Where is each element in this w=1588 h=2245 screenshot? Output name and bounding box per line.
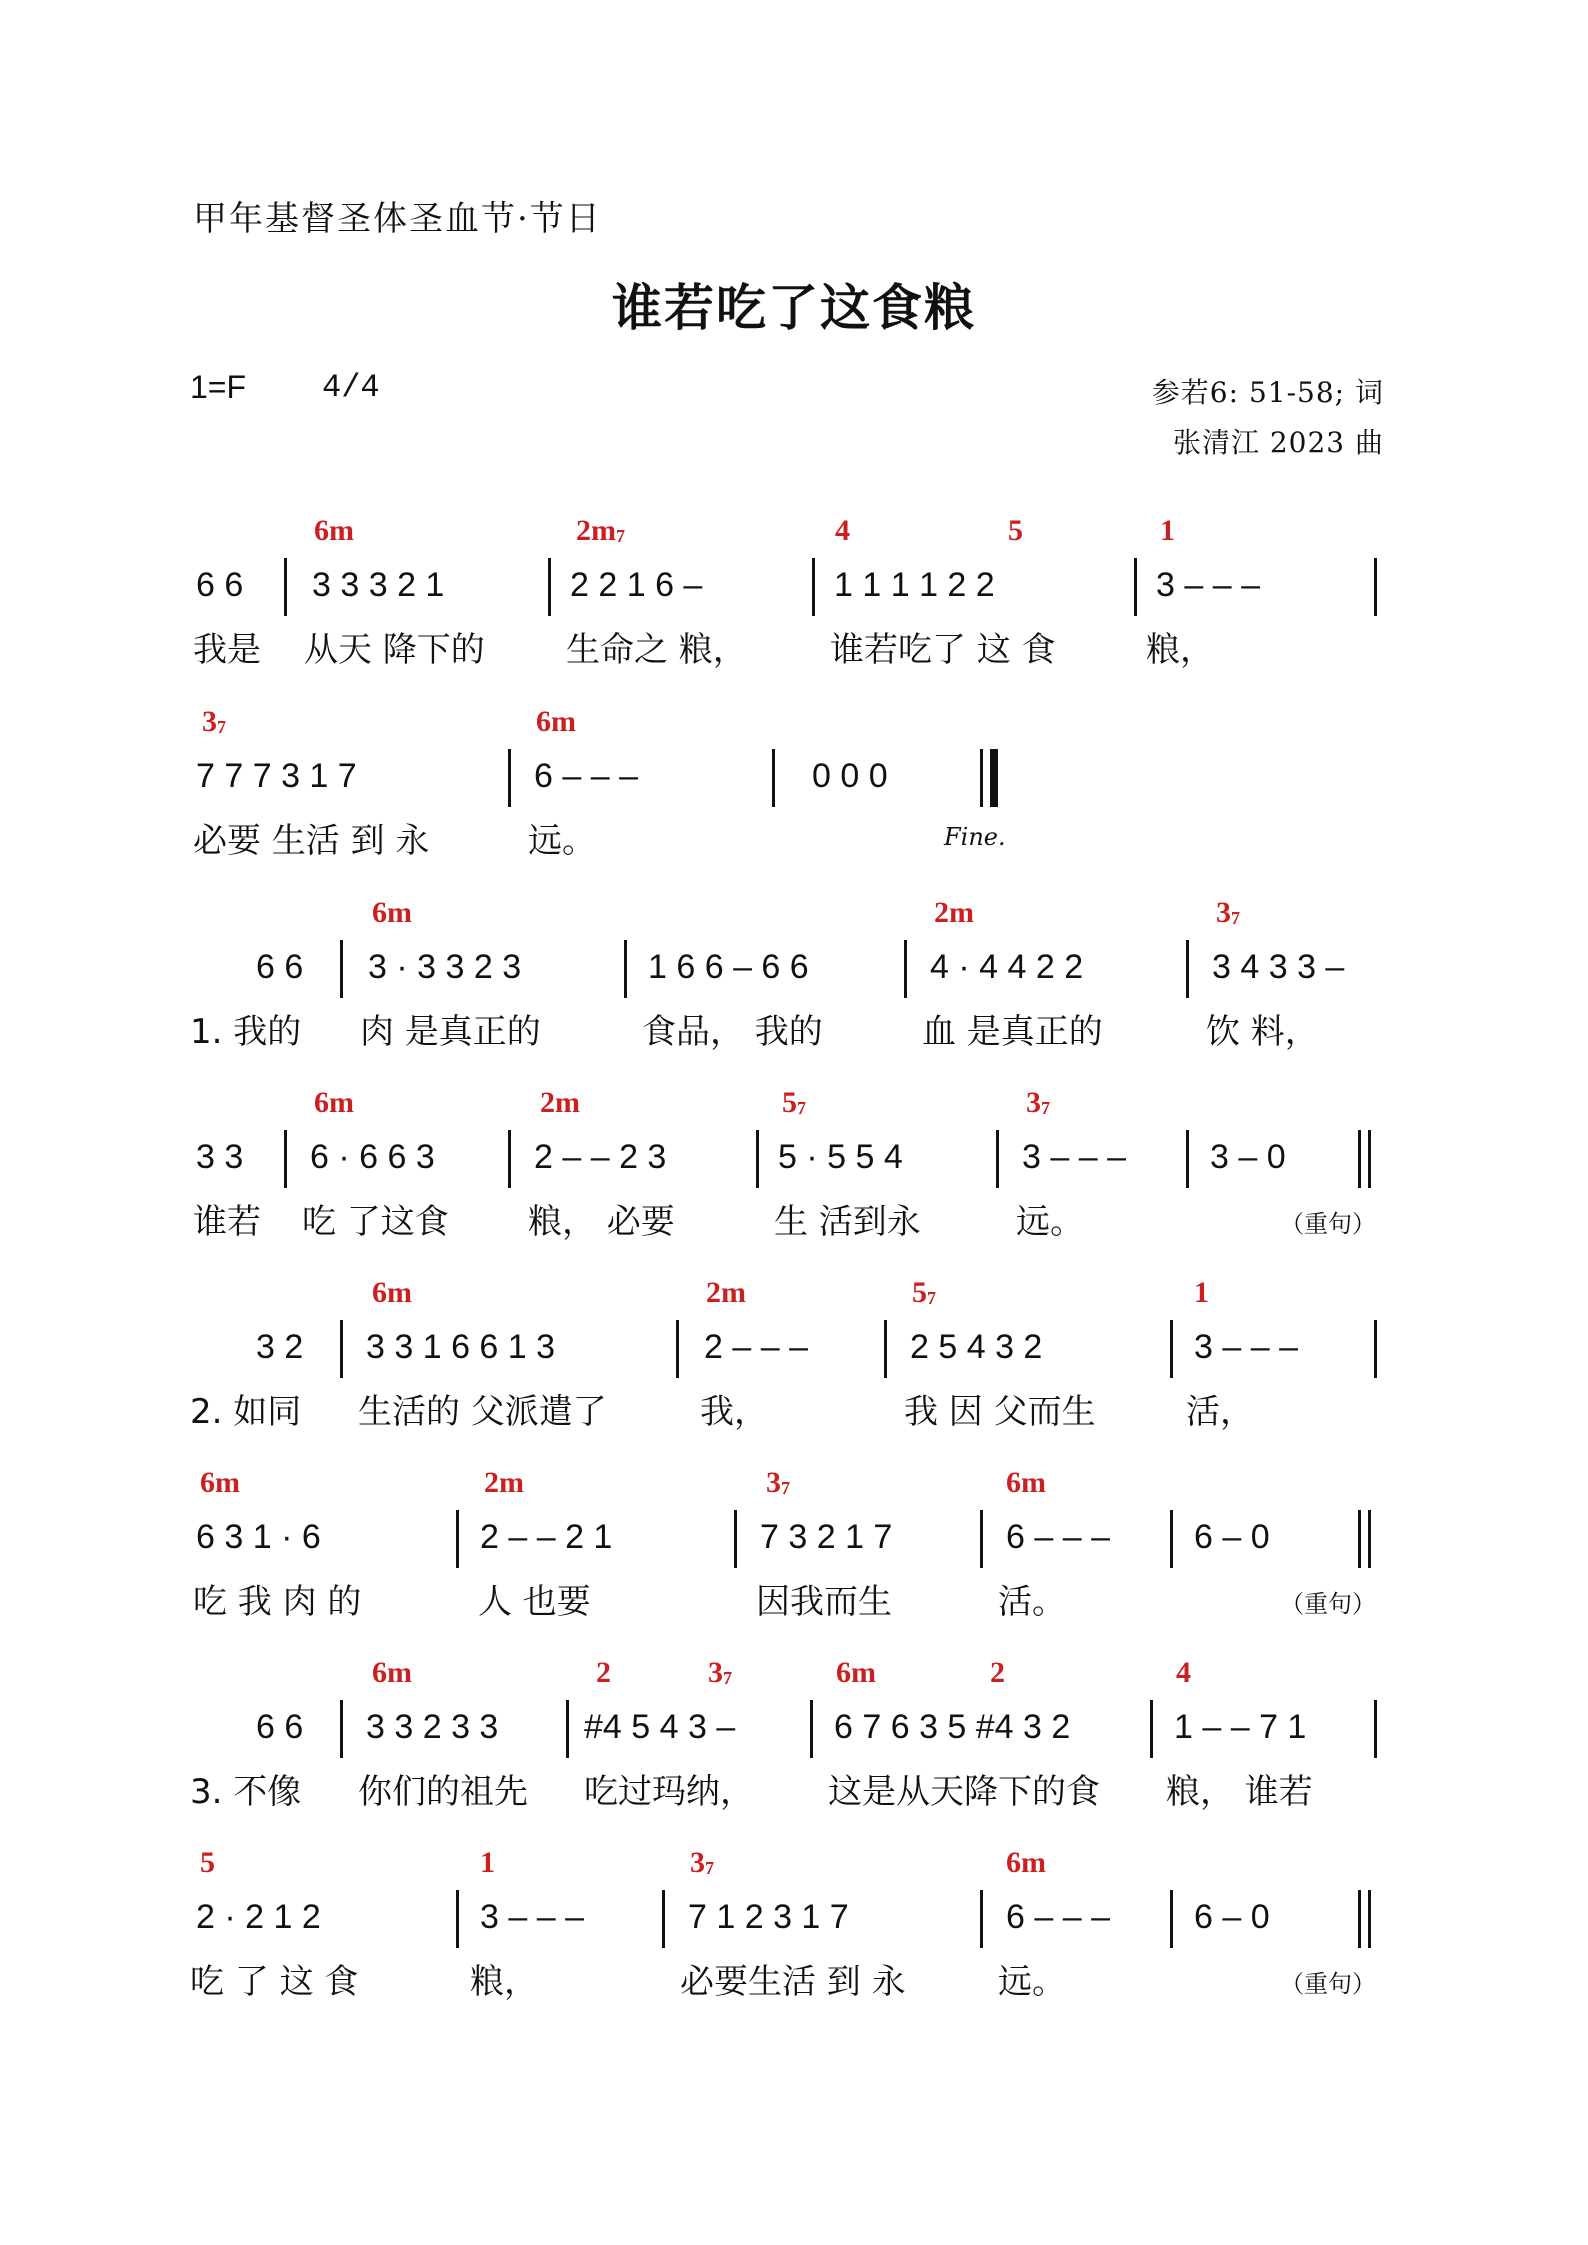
measure-notes: 2 · 2 1 2 <box>196 1898 321 1936</box>
barline <box>340 1700 343 1758</box>
measure-notes: 0 0 0 <box>812 757 888 795</box>
chord-symbol: 4 <box>835 514 850 547</box>
lyric-text: 粮， 必要 <box>528 1202 675 1242</box>
barline <box>676 1320 679 1378</box>
lyric-text: 我 因 父而生 <box>904 1392 1096 1432</box>
chord-symbol: 2m <box>484 1466 524 1499</box>
measure-notes: 5 · 5 5 4 <box>778 1138 903 1176</box>
lyric-text: 人 也要 <box>478 1582 591 1622</box>
time-signature: 4/4 <box>322 369 380 406</box>
repeat-mark: （重句） <box>1280 1210 1376 1238</box>
barline <box>810 1700 813 1758</box>
score-system-5 <box>0 1276 1588 1432</box>
lyric-text: 远。 <box>1016 1202 1084 1242</box>
lyric-text: 远。 <box>998 1962 1066 2002</box>
lyric-text: 生命之 粮， <box>566 630 747 670</box>
measure-notes: 3 3 1 6 6 1 3 <box>366 1328 556 1366</box>
measure-notes: 4 · 4 4 2 2 <box>930 948 1084 986</box>
score-system-6 <box>0 1466 1588 1622</box>
measure-notes: 2 2 1 6 – <box>570 566 703 604</box>
lyric-text: 吃 了这食 <box>302 1202 449 1242</box>
measure-notes: 7 7 7 3 1 7 <box>196 757 357 795</box>
lyric-text: 谁若吃了 这 食 <box>830 630 1056 670</box>
chord-symbol: $2m_7$ <box>576 514 625 547</box>
barline <box>662 1890 665 1948</box>
barline <box>1170 1510 1173 1568</box>
measure-notes: 3 3 3 2 1 <box>312 566 445 604</box>
lyric-text: 粮， 谁若 <box>1166 1772 1313 1812</box>
lyric-text: 3. 不像 <box>190 1772 302 1812</box>
measure-notes: 3 2 <box>256 1328 304 1366</box>
measure-notes: 7 3 2 1 7 <box>760 1518 893 1556</box>
measure-notes: 1 – – 7 1 <box>1174 1708 1307 1746</box>
barline <box>566 1700 569 1758</box>
repeat-mark: （重句） <box>1280 1970 1376 1998</box>
lyric-text: 我， <box>700 1392 768 1432</box>
chord-symbol: 4 <box>1176 1656 1191 1689</box>
measure-notes: 7 1 2 3 1 7 <box>688 1898 849 1936</box>
lyric-text: 这是从天降下的食 <box>828 1772 1100 1812</box>
composer-credit: 张清江 2023 曲 <box>1172 426 1384 459</box>
barline <box>284 558 287 616</box>
measure-notes: 3 · 3 3 2 3 <box>368 948 522 986</box>
barline <box>624 940 627 998</box>
chord-symbol: 1 <box>480 1846 495 1879</box>
lyric-text: 吃过玛纳， <box>584 1772 754 1812</box>
lyric-text: 远。 <box>528 821 596 861</box>
barline <box>1134 558 1137 616</box>
final-barline <box>1368 1890 1371 1948</box>
chord-symbol: 2m <box>934 896 974 929</box>
measure-notes: #4 5 4 3 – <box>584 1708 736 1746</box>
final-barline <box>1368 1510 1371 1568</box>
lyric-text: 1. 我的 <box>190 1012 302 1052</box>
barline <box>508 1130 511 1188</box>
barline <box>756 1130 759 1188</box>
measure-notes: 2 – – 2 1 <box>480 1518 613 1556</box>
score-system-7 <box>0 1656 1588 1812</box>
song-title: 谁若吃了这食粮 <box>612 279 976 337</box>
lyric-text: 血 是真正的 <box>922 1012 1103 1052</box>
barline <box>548 558 551 616</box>
chord-symbol: 2m <box>540 1086 580 1119</box>
measure-notes: 1 6 6 – 6 6 <box>648 948 809 986</box>
chord-symbol: $3_7$ <box>766 1466 790 1499</box>
lyric-text: 因我而生 <box>756 1582 892 1622</box>
lyric-text: 从天 降下的 <box>304 630 485 670</box>
chord-symbol: 6m <box>372 896 412 929</box>
score-system-2 <box>0 705 1588 861</box>
measure-notes: 6 – 0 <box>1194 1518 1270 1556</box>
occasion-label: 甲年基督圣体圣血节·节日 <box>193 199 602 239</box>
measure-notes: 2 – – 2 3 <box>534 1138 667 1176</box>
chord-symbol: $3_7$ <box>708 1656 732 1689</box>
lyric-text: 我是 <box>193 630 261 670</box>
measure-notes: 3 3 2 3 3 <box>366 1708 499 1746</box>
barline <box>980 1890 983 1948</box>
barline <box>1186 940 1189 998</box>
barline <box>508 749 511 807</box>
measure-notes: 6 3 1 · 6 <box>196 1518 321 1556</box>
lyric-text: 必要生活 到 永 <box>680 1962 906 2002</box>
lyric-text: 吃 了 这 食 <box>190 1962 359 2002</box>
final-barline <box>1368 1130 1371 1188</box>
barline <box>1170 1320 1173 1378</box>
measure-notes: 6 – – – <box>534 757 638 795</box>
repeat-mark: （重句） <box>1280 1590 1376 1618</box>
barline <box>734 1510 737 1568</box>
final-barline <box>1358 1130 1361 1188</box>
measure-notes: 1 1 1 1 2 2 <box>834 566 995 604</box>
lyric-text: 食品， 我的 <box>642 1012 823 1052</box>
barline <box>1186 1130 1189 1188</box>
score-system-3 <box>0 896 1588 1052</box>
lyric-text: 你们的祖先 <box>358 1772 528 1812</box>
measure-notes: 3 – 0 <box>1210 1138 1286 1176</box>
lyricist-credit: 参若6: 51-58; 词 <box>1151 376 1384 409</box>
measure-notes: 3 – – – <box>1194 1328 1298 1366</box>
chord-symbol: 6m <box>314 1086 354 1119</box>
chord-symbol: 5 <box>200 1846 215 1879</box>
chord-symbol: 6m <box>372 1656 412 1689</box>
barline <box>772 749 775 807</box>
measure-notes: 6 6 <box>256 1708 304 1746</box>
measure-notes: 6 7 6 3 5 #4 3 2 <box>834 1708 1071 1746</box>
chord-symbol: $3_7$ <box>202 705 226 738</box>
barline <box>996 1130 999 1188</box>
barline <box>340 1320 343 1378</box>
barline <box>1374 1700 1377 1758</box>
measure-notes: 6 – – – <box>1006 1518 1110 1556</box>
score-system-1 <box>0 514 1588 670</box>
lyric-text: 活。 <box>998 1582 1066 1622</box>
lyric-text: 粮， <box>470 1962 538 2002</box>
chord-symbol: 6m <box>200 1466 240 1499</box>
measure-notes: 3 3 <box>196 1138 244 1176</box>
lyric-text: 2. 如同 <box>190 1392 302 1432</box>
measure-notes: 6 6 <box>256 948 304 986</box>
measure-notes: 6 – – – <box>1006 1898 1110 1936</box>
final-barline <box>1358 1510 1361 1568</box>
lyric-text: 必要 生活 到 永 <box>193 821 430 861</box>
measure-notes: 3 4 3 3 – <box>1212 948 1345 986</box>
lyric-text: 粮， <box>1146 630 1214 670</box>
lyric-text: 吃 我 肉 的 <box>193 1582 362 1622</box>
chord-symbol: 6m <box>836 1656 876 1689</box>
chord-symbol: 1 <box>1194 1276 1209 1309</box>
lyric-text: 活， <box>1186 1392 1254 1432</box>
barline <box>340 940 343 998</box>
lyric-text: 饮 料， <box>1206 1012 1319 1052</box>
barline <box>980 1510 983 1568</box>
chord-symbol: 5 <box>1008 514 1023 547</box>
measure-notes: 3 – – – <box>1156 566 1260 604</box>
measure-notes: 2 5 4 3 2 <box>910 1328 1043 1366</box>
barline <box>1150 1700 1153 1758</box>
lyric-text: 肉 是真正的 <box>360 1012 541 1052</box>
chord-symbol: 6m <box>314 514 354 547</box>
chord-symbol: 1 <box>1160 514 1175 547</box>
chord-symbol: 2m <box>706 1276 746 1309</box>
final-barline <box>990 749 998 807</box>
lyric-text: 生活的 父派遣了 <box>358 1392 607 1432</box>
score-system-4 <box>0 1086 1588 1242</box>
measure-notes: 3 – – – <box>1022 1138 1126 1176</box>
chord-symbol: $5_7$ <box>912 1276 936 1309</box>
score-system-8 <box>0 1846 1588 2002</box>
barline <box>284 1130 287 1188</box>
chord-symbol: $3_7$ <box>1026 1086 1050 1119</box>
barline <box>456 1510 459 1568</box>
measure-notes: 2 – – – <box>704 1328 808 1366</box>
chord-symbol: 2 <box>990 1656 1005 1689</box>
chord-symbol: 6m <box>1006 1846 1046 1879</box>
chord-symbol: 2 <box>596 1656 611 1689</box>
barline <box>456 1890 459 1948</box>
chord-symbol: 6m <box>372 1276 412 1309</box>
barline <box>884 1320 887 1378</box>
final-barline <box>980 749 983 807</box>
chord-symbol: 6m <box>536 705 576 738</box>
barline <box>904 940 907 998</box>
chord-symbol: $3_7$ <box>1216 896 1240 929</box>
barline <box>1170 1890 1173 1948</box>
barline <box>812 558 815 616</box>
measure-notes: 3 – – – <box>480 1898 584 1936</box>
measure-notes: 6 · 6 6 3 <box>310 1138 435 1176</box>
chord-symbol: 6m <box>1006 1466 1046 1499</box>
measure-notes: 6 – 0 <box>1194 1898 1270 1936</box>
key-signature: 1=F <box>190 369 247 405</box>
measure-notes: 6 6 <box>196 566 244 604</box>
barline <box>1374 1320 1377 1378</box>
lyric-text: 谁若 <box>193 1202 261 1242</box>
fine-mark: Fine. <box>944 823 1006 851</box>
chord-symbol: $5_7$ <box>782 1086 806 1119</box>
lyric-text: 生 活到永 <box>774 1202 921 1242</box>
chord-symbol: $3_7$ <box>690 1846 714 1879</box>
final-barline <box>1358 1890 1361 1948</box>
barline <box>1374 558 1377 616</box>
